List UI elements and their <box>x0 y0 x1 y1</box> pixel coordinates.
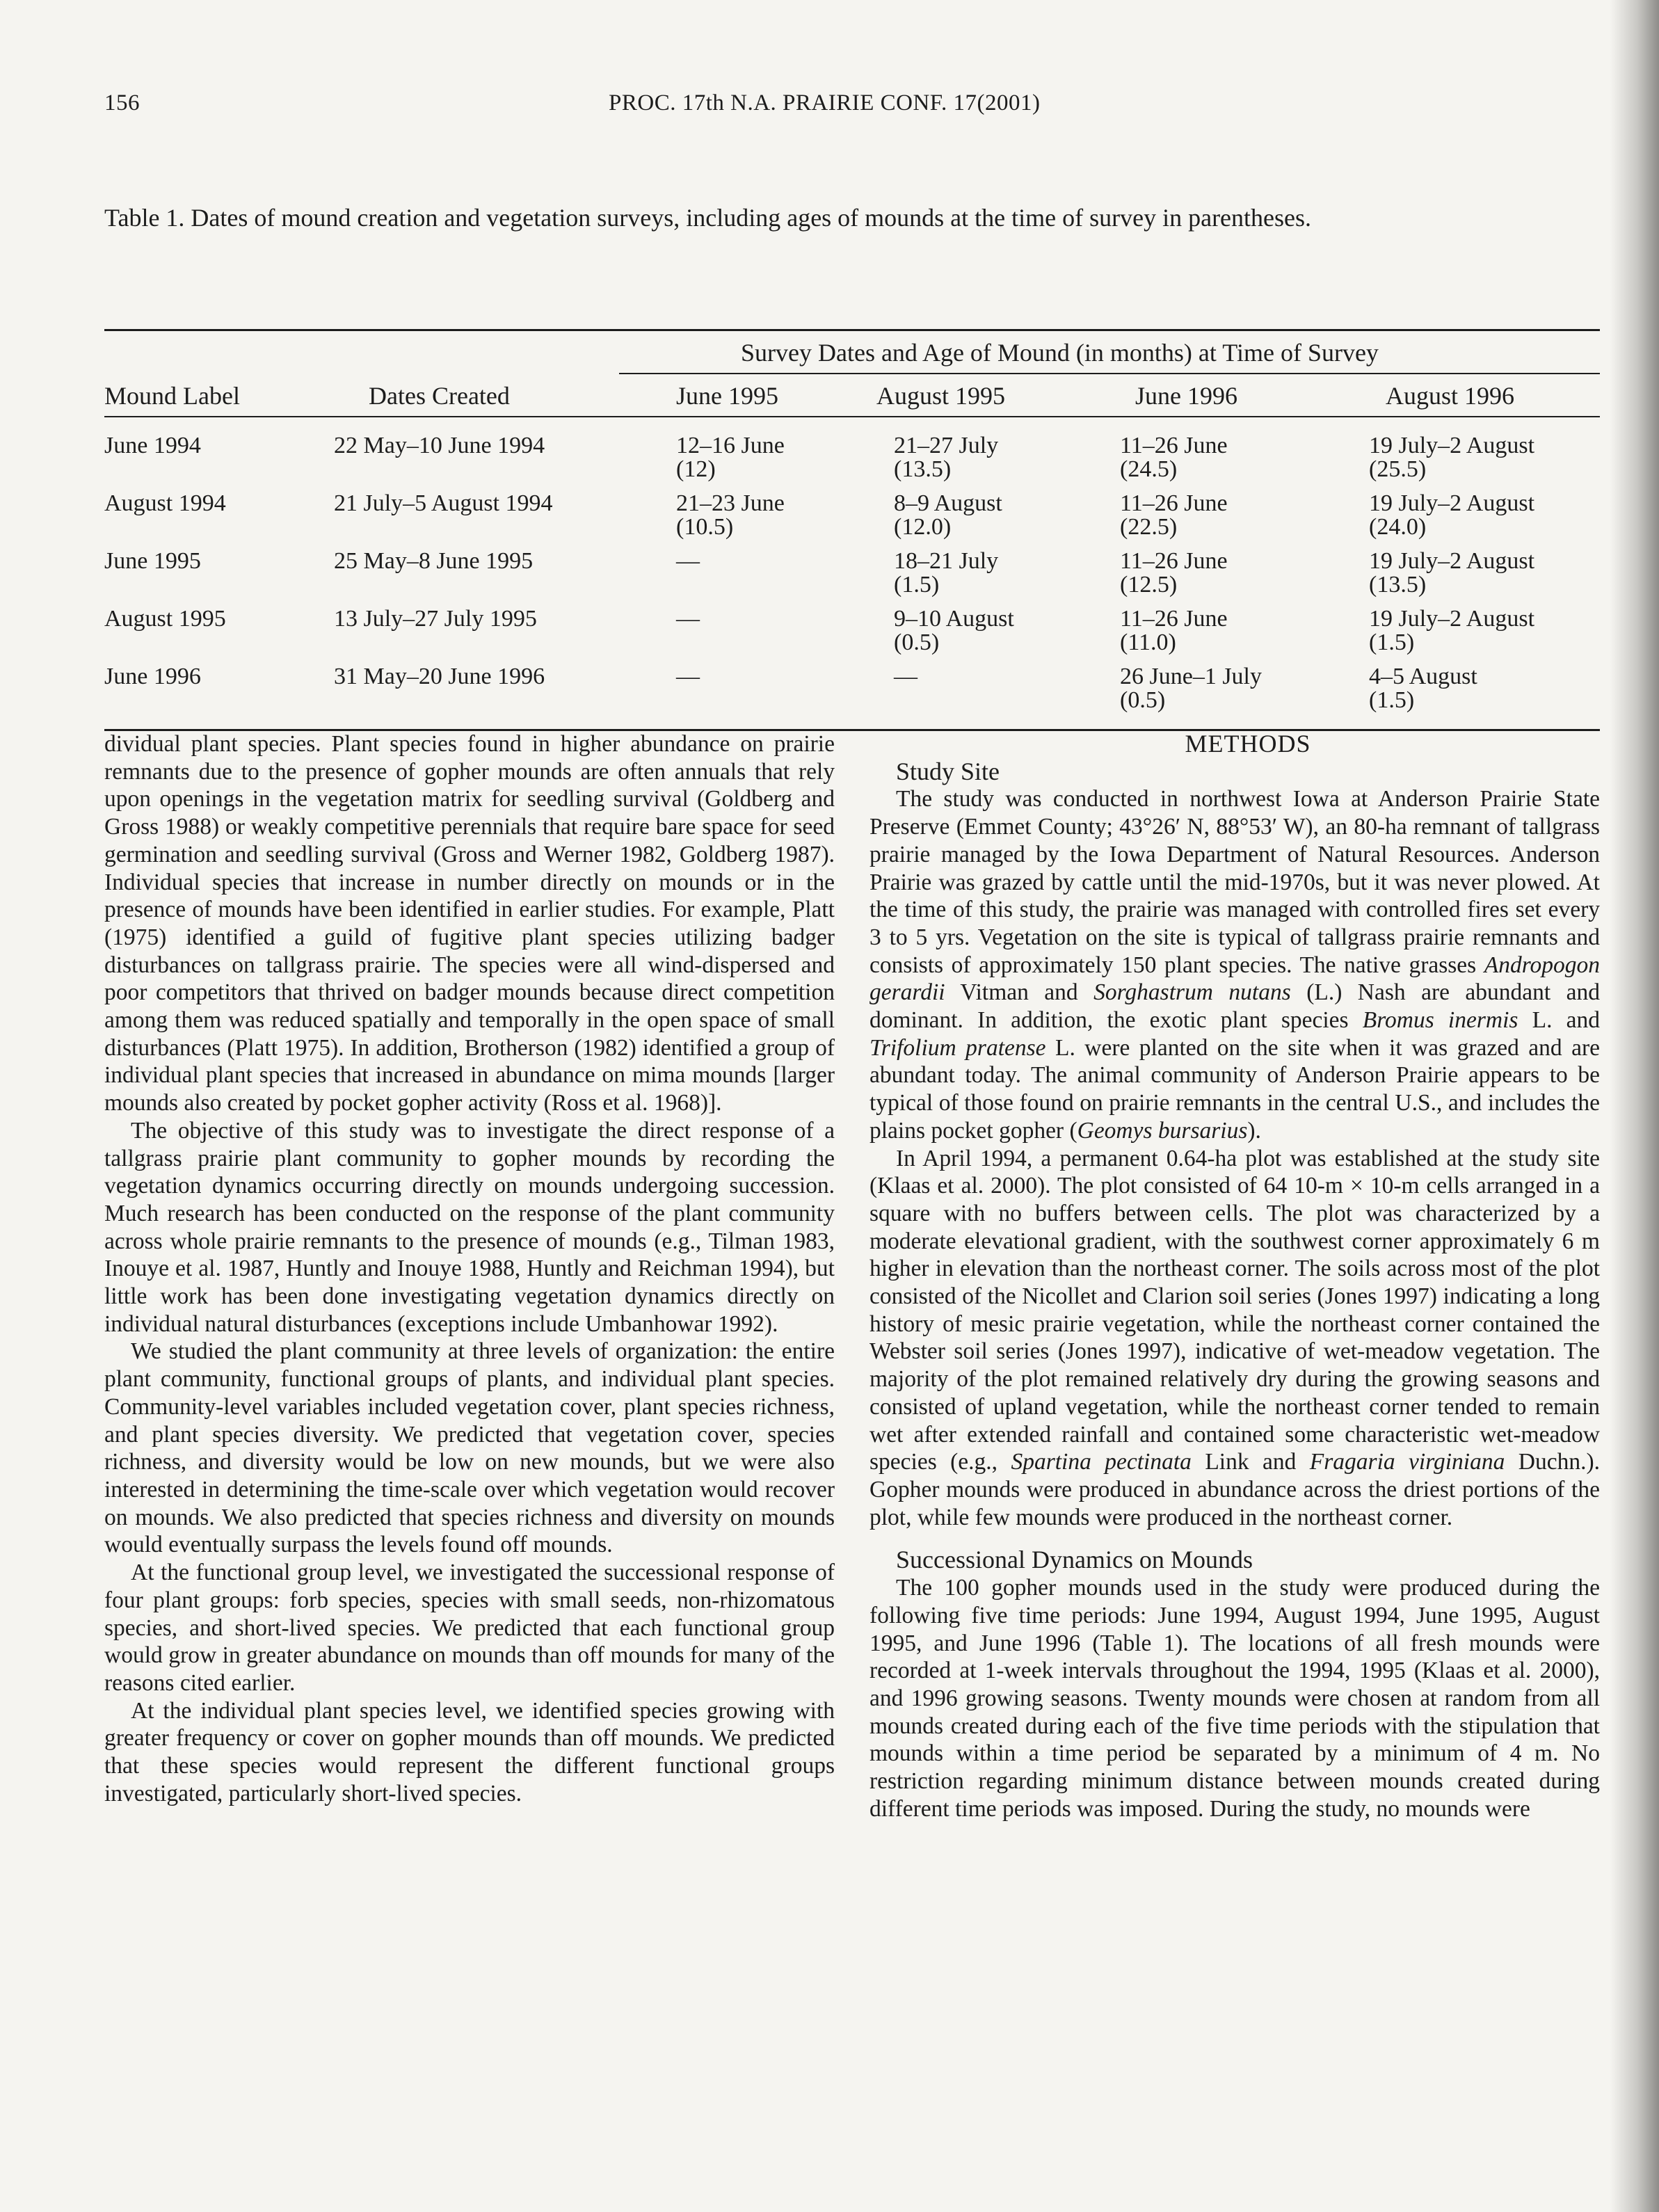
survey-august-1996: 19 July–2 August <box>1369 548 1535 574</box>
age-june-1996: (22.5) <box>1120 514 1178 540</box>
survey-august-1995: 9–10 August <box>894 606 1014 632</box>
age-june-1996: (0.5) <box>1120 687 1166 713</box>
section-gap <box>869 1531 1600 1546</box>
study-site-paragraph-2 <box>869 1145 1600 1532</box>
successional-dynamics-heading: Successional Dynamics on Mounds <box>896 1546 1253 1574</box>
col-header-august-1996: August 1996 <box>1386 382 1515 410</box>
journal-citation: PROC. 17th N.A. PRAIRIE CONF. 17(2001) <box>609 90 1041 115</box>
text-run: L. and <box>1532 1007 1600 1034</box>
age-august-1995: (13.5) <box>894 456 952 482</box>
levels-paragraph: We studied the plant community at three levels of organization: the entire plant community, functional groups of plants, and individual plant species. Community-level variables included vegetation cover, plant species richness, and plant species diversity. We predicted that vegetation cover, species richness, and diversity would be low on new mounds, but we were also interested in determining the time-scale over which vegetation would recover on mounds. We also predicted that species richness and diversity on mounds would eventually surpass the levels found off mounds. <box>104 1338 835 1558</box>
species-name: Spartina pectinata <box>1011 1449 1192 1475</box>
methods-heading: METHODS <box>1185 730 1311 758</box>
survey-august-1995: 18–21 July <box>894 548 999 574</box>
text-run: ). <box>1247 1117 1261 1144</box>
study-site-heading: Study Site <box>896 757 1000 785</box>
survey-june-1995: — <box>676 548 700 574</box>
row-label: June 1996 <box>104 664 201 689</box>
age-august-1996: (24.0) <box>1369 514 1427 540</box>
age-june-1995: (10.5) <box>676 514 734 540</box>
row-dates-created: 25 May–8 June 1995 <box>334 548 534 574</box>
survey-june-1996: 11–26 June <box>1120 490 1228 516</box>
survey-august-1995: 21–27 July <box>894 433 999 458</box>
survey-august-1995: — <box>894 664 917 689</box>
objective-paragraph: The objective of this study was to investigate the direct response of a tallgrass prairie plant community to gopher mounds by recording the vegetation dynamics occurring directly on mounds undergoing succession. Much research has been conducted on the response of the plant community across whole prairie remnants to the presence of mounds (e.g., Tilman 1983, Inouye et al. 1987, Huntly and Inouye 1988, Huntly and Reichman 1994), but little work has been done investigating vegetation dynamics directly on individual natural disturbances (exceptions include Umbanhowar 1992). <box>104 1117 835 1337</box>
col-header-june-1995: June 1995 <box>676 382 778 410</box>
col-header-mound-label: Mound Label <box>104 382 240 410</box>
row-label: June 1995 <box>104 548 201 574</box>
age-august-1995: (1.5) <box>894 572 940 598</box>
text-run: In April 1994, a permanent 0.64-ha plot was established at the study site (Klaas et al. 2000). The plot consisted of 64 10-m × 10-m cells arranged in a square with no buffers between cells. The plot was characterized by a moderate elevational gradient, with the southwest corner approximately 6 m higher in elevation than the northeast corner. The soils across most of the plot consisted of the Nicollet and Clarion soil series (Jones 1997) indicating a long history of mesic prairie vegetation, while the northeast corner contained the Webster soil series (Jones 1997), indicative of wet-meadow vegetation. The majority of the plot remained relatively dry during the growing seasons and consisted of upland vegetation, while the northeast corner tended to remain wet after extended rainfall and contained some characteristic wet-meadow species (e.g., <box>869 1145 1600 1475</box>
table-top-rule <box>104 329 1600 331</box>
successional-dynamics-paragraph: The 100 gopher mounds used in the study were produced during the following five time periods: June 1994, August 1994, June 1995, August 1995, and June 1996 (Table 1). The locations of all fresh mounds were recorded at 1-week intervals throughout the 1994, 1995 (Klaas et al. 2000), and 1996 growing seasons. Twenty mounds were chosen at random from all mounds created during each of the five time periods with the stipulation that mounds within a time period be separated by a minimum of 4 m. No restriction regarding minimum distance between mounds created during different time periods was imposed. During the study, no mounds were <box>869 1575 1600 1822</box>
species-name: Andropogon gerardii <box>869 952 1601 1006</box>
age-august-1995: (0.5) <box>894 630 940 655</box>
row-dates-created: 31 May–20 June 1996 <box>334 664 545 689</box>
survey-august-1996: 19 July–2 August <box>1369 606 1535 632</box>
table-caption: Table 1. Dates of mound creation and vegetation surveys, including ages of mounds at the time of survey in parentheses. <box>104 204 1312 232</box>
age-august-1995: (12.0) <box>894 514 952 540</box>
survey-august-1996: 19 July–2 August <box>1369 490 1535 516</box>
survey-june-1995: — <box>676 606 700 632</box>
group-header-rule <box>619 373 1600 374</box>
age-june-1996: (12.5) <box>1120 572 1178 598</box>
survey-june-1996: 11–26 June <box>1120 548 1228 574</box>
species-name: Trifolium pratense <box>869 1034 1046 1061</box>
running-head <box>104 90 1600 125</box>
col-header-dates-created: Dates Created <box>369 382 510 410</box>
row-label: August 1994 <box>104 490 226 516</box>
age-june-1995: (12) <box>676 456 716 482</box>
row-dates-created: 22 May–10 June 1994 <box>334 433 545 458</box>
row-label: August 1995 <box>104 606 226 632</box>
age-august-1996: (1.5) <box>1369 687 1415 713</box>
text-run: Link and <box>1205 1449 1297 1475</box>
study-site-paragraph-1 <box>869 785 1600 1144</box>
age-august-1996: (1.5) <box>1369 630 1415 655</box>
survey-june-1996: 11–26 June <box>1120 433 1228 458</box>
functional-group-paragraph: At the functional group level, we investigated the successional response of four plant groups: forb species, species with small seeds, non-rhizomatous species, and short-lived species. We predicted that each functional group would grow in greater abundance on mounds than off mounds for many of the reasons cited earlier. <box>104 1560 835 1696</box>
survey-june-1995: 21–23 June <box>676 490 785 516</box>
page-number: 156 <box>104 90 140 115</box>
survey-june-1996: 26 June–1 July <box>1120 664 1262 689</box>
intro-paragraph-continued: dividual plant species. Plant species found in higher abundance on prairie remnants due to the presence of gopher mounds are often annuals that rely upon openings in the vegetation matrix for seedling survival (Goldberg and Gross 1988) or weakly competitive perennials that require bare space for seed germination and seedling survival (Gross and Werner 1982, Goldberg 1987). Individual species that increase in number directly on mounds or in the presence of mounds have been identified in earlier studies. For example, Platt (1975) identified a guild of fugitive plant species utilizing badger disturbances on tallgrass prairie. The species were all wind-dispersed and poor competitors that thrived on badger mounds because direct competition among them was reduced spatially and temporally in the open space of small disturbances (Platt 1975). In addition, Brotherson (1982) identified a group of individual plant species that increased in abundance on mima mounds [larger mounds also created by pocket gopher activity (Ross et al. 1968)]. <box>104 731 835 1116</box>
text-run: The study was conducted in northwest Iowa at Anderson Prairie State Preserve (Emmet County; 43°26′ N, 88°53′ W), an 80-ha remnant of tallgrass prairie managed by the Iowa Department of Natural Resources. Anderson Prairie was grazed by cattle until the mid-1970s, but it was never plowed. At the time of this study, the prairie was managed with controlled fires set every 3 to 5 yrs. Vegetation on the site is typical of tallgrass prairie remnants and consists of approximately 150 plant species. The native grasses <box>869 786 1600 978</box>
survey-august-1996: 4–5 August <box>1369 664 1477 689</box>
col-header-august-1995: August 1995 <box>876 382 1006 410</box>
left-column <box>104 730 835 1807</box>
age-june-1996: (24.5) <box>1120 456 1178 482</box>
text-run: Vitman and <box>960 979 1078 1006</box>
text-run: (L.) Nash are abundant and dominant. In addition, the exotic plant species <box>869 979 1601 1034</box>
row-label: June 1994 <box>104 433 201 458</box>
text-run: Duchn.). Gopher mounds were produced in abundance across the driest portions of the plot, while few mounds were produced in the northeast corner. <box>869 1449 1600 1530</box>
text-run: L. were planted on the site when it was grazed and are abundant today. The animal community of Anderson Prairie appears to be typical of those found on prairie remnants in the central U.S., and includes the plains pocket gopher ( <box>869 1034 1600 1144</box>
survey-august-1996: 19 July–2 August <box>1369 433 1535 458</box>
species-name: Bromus inermis <box>1362 1007 1518 1034</box>
survey-august-1995: 8–9 August <box>894 490 1002 516</box>
species-name: Sorghastrum nutans <box>1093 979 1291 1006</box>
survey-june-1995: — <box>676 664 700 689</box>
individual-species-paragraph: At the individual plant species level, we identified species growing with greater frequency or cover on gopher mounds than off mounds. We predicted that these species would represent the different functional groups investigated, particularly short-lived species. <box>104 1697 835 1806</box>
page-edge-shadow <box>1610 0 1659 2212</box>
header-bottom-rule <box>104 416 1600 417</box>
survey-june-1995: 12–16 June <box>676 433 785 458</box>
row-dates-created: 21 July–5 August 1994 <box>334 490 553 516</box>
species-name: Fragaria virginiana <box>1309 1449 1505 1475</box>
right-column <box>869 730 1600 1822</box>
age-june-1996: (11.0) <box>1120 630 1176 655</box>
age-august-1996: (25.5) <box>1369 456 1427 482</box>
survey-june-1996: 11–26 June <box>1120 606 1228 632</box>
col-header-june-1996: June 1996 <box>1135 382 1237 410</box>
row-dates-created: 13 July–27 July 1995 <box>334 606 537 632</box>
survey-group-header: Survey Dates and Age of Mound (in months) at Time of Survey <box>741 339 1379 367</box>
species-name: Geomys bursarius <box>1077 1117 1248 1144</box>
age-august-1996: (13.5) <box>1369 572 1427 598</box>
